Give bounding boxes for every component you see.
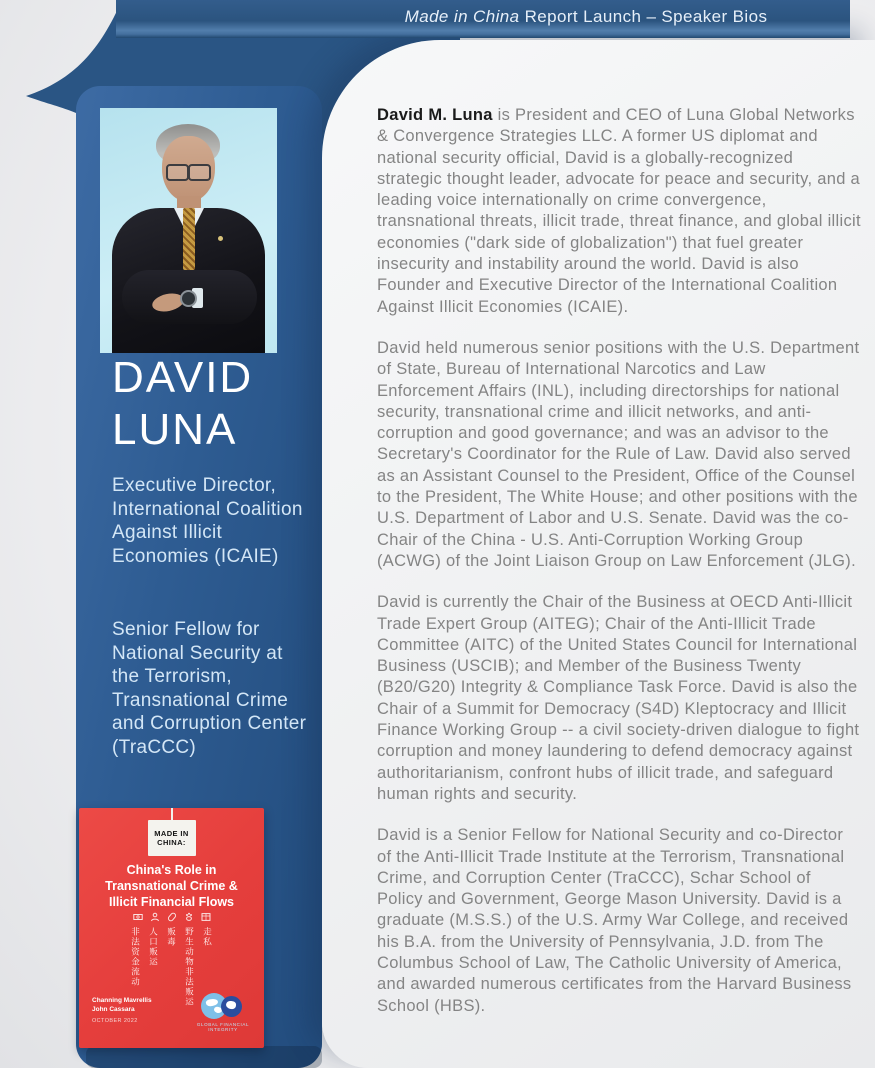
bio-paragraph-4: David is a Senior Fellow for National Security and co-Director of the Anti-Illicit Trade Institute at the Terrorism, Transnational Crime, and Corruption Center (TraCCC), Schar School of Policy and Government, George Mason University. David is a graduate (M.S.S.) of the U.S. Army War College, and received his B.A. from the University of Pennsylvania, J.D. from The Columbus School of Law, The Catholic University of America, and awarded numerous certificates from the Harvard Business School (HBS).	[377, 826, 852, 1015]
bio-paragraph-1	[377, 105, 861, 318]
cover-icons-row	[79, 912, 264, 922]
cover-authors	[92, 996, 152, 1026]
role2-line: Transnational Crime	[112, 689, 289, 711]
speaker-role-senior-fellow	[112, 618, 312, 759]
cover-date: OCTOBER 2022	[92, 1018, 138, 1024]
photo-glasses	[166, 164, 211, 178]
photo-lapel-pin	[218, 236, 223, 241]
cover-tag	[148, 820, 196, 856]
role2-line: Senior Fellow for	[112, 619, 260, 640]
cover-tag-line1: MADE IN	[154, 829, 189, 838]
chinese-column: 贩毒	[166, 927, 177, 947]
money-icon	[133, 912, 143, 922]
pill-icon	[167, 912, 177, 922]
page-title	[322, 0, 850, 34]
cover-title-line: China's Role in	[126, 863, 217, 877]
globe-icon	[201, 993, 245, 1020]
bio-paragraph-1-text: is President and CEO of Luna Global Networks & Convergence Strategies LLC. A former US diplomat and national security official, David is a globally-recognized strategic thought leader, advocate for peace and security, and a leading voice internationally on crime convergence, transnational threats, illicit trade, threat finance, and global illicit economies ("dark side of globalization") that fuel greater insecurity and instability around the world. David is also Founder and Executive Director of the International Coalition Against Illicit Economies (ICAIE).	[377, 106, 861, 316]
sidebar-footer-shade	[86, 1046, 322, 1068]
speaker-role-executive-director	[112, 474, 312, 568]
publisher-logo-text: GLOBAL FINANCIAL INTEGRITY	[196, 1022, 250, 1032]
report-cover	[79, 808, 264, 1048]
chinese-column: 走私	[202, 927, 213, 947]
chinese-column: 野生动物非法贩运	[184, 927, 195, 1007]
role1-line: International Coalition	[112, 498, 303, 520]
paw-icon	[184, 912, 194, 922]
role1-line: Executive Director,	[112, 475, 277, 496]
role1-line: Against Illicit	[112, 522, 223, 543]
cover-title-line: Illicit Financial Flows	[108, 895, 235, 909]
photo-watch	[180, 290, 197, 307]
cover-author: John Cassara	[92, 1006, 135, 1013]
chinese-column: 非法资金流动	[130, 927, 141, 987]
speaker-name-bold: David M. Luna	[377, 106, 493, 124]
photo-tie	[183, 208, 195, 270]
cover-title	[79, 862, 264, 910]
page-title-italic: Made in China	[404, 7, 520, 26]
cover-title-line: Transnational Crime &	[105, 879, 238, 893]
cover-tag-line2: CHINA:	[157, 838, 186, 847]
speaker-photo	[100, 108, 277, 353]
speaker-name-line2: LUNA	[112, 405, 238, 454]
publisher-logo	[192, 993, 254, 1032]
bio-text	[377, 105, 861, 1037]
bio-paragraph-3: David is currently the Chair of the Business at OECD Anti-Illicit Trade Expert Group (AITEG); Chair of the Anti-Illicit Trade Committee (AITC) of the United States Council for International Business (USCIB); and Member of the Business Twenty (B20/G20) Integrity & Compliance Task Force. David is also the Chair of a Summit for Democracy (S4D) Kleptocracy and Illicit Finance Working Group -- a civil society-driven dialogue to fight corruption and money laundering to defend democracy against authoritarianism, confront hubs of illicit trade, and safeguard human rights and security.	[377, 593, 860, 803]
crate-icon	[201, 912, 211, 922]
bio-paragraph-2: David held numerous senior positions with the U.S. Department of State, Bureau of International Narcotics and Law Enforcement Affairs (INL), including directorships for national security, transnational crime and illicit networks, and anti-corruption and good governance; and was an advisor to the Secretary's Coordinator for the Rule of Law. David also served as an Assistant Counsel to the President, Office of the Counsel to the President, The White House; and other positions with the U.S. Department of Labor and U.S. Senate. David was the co-Chair of the China - U.S. Anti-Corruption Working Group (ACWG) of the Joint Liaison Group on Law Enforcement (JLG).	[377, 338, 860, 570]
role1-line: Economies (ICAIE)	[112, 545, 279, 567]
chinese-column: 人口贩运	[148, 927, 159, 967]
person-icon	[150, 912, 160, 922]
role2-line: National Security at	[112, 642, 283, 664]
role2-line: the Terrorism,	[112, 666, 232, 687]
speaker-name	[112, 352, 253, 456]
speaker-name-line1: DAVID	[112, 353, 254, 402]
page-title-rest: Report Launch – Speaker Bios	[519, 7, 768, 26]
role2-line: and Corruption Center	[112, 713, 307, 734]
cover-author: Channing Mavrellis	[92, 997, 152, 1004]
role2-line: (TraCCC)	[112, 736, 197, 758]
